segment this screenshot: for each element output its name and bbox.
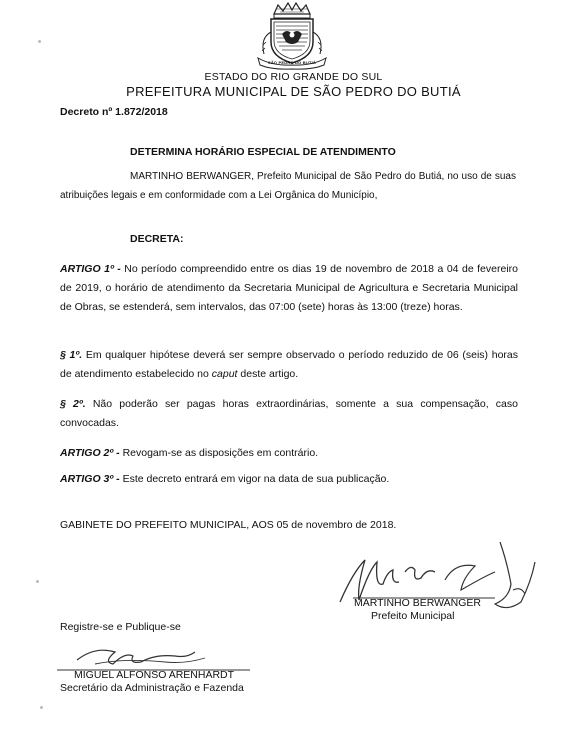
secretary-role: Secretário da Administração e Fazenda xyxy=(60,682,244,694)
scan-speck xyxy=(40,706,43,709)
article-1 xyxy=(60,260,518,317)
article-3-text: Este decreto entrará em vigor na data de sua publicação. xyxy=(119,473,390,485)
decree-intro: MARTINHO BERWANGER, Prefeito Municipal de São Pedro do Butiá, no uso de suas atribuições legais e em conformidade com a Lei Orgânica do Município, xyxy=(60,171,516,201)
paragraph-2 xyxy=(60,395,518,433)
scan-speck xyxy=(38,40,41,43)
mayor-name: MARTINHO BERWANGER xyxy=(354,597,481,609)
article-2-label: ARTIGO 2º - xyxy=(60,447,120,459)
article-2 xyxy=(60,444,518,463)
gabinete-line: GABINETE DO PREFEITO MUNICIPAL, AOS 05 de novembro de 2018. xyxy=(60,519,397,531)
article-3 xyxy=(60,470,518,489)
caput-word: caput xyxy=(211,368,238,380)
paragraph-2-label: § 2º. xyxy=(60,398,86,410)
scan-speck xyxy=(36,580,39,583)
secretary-name: MIGUEL ALFONSO ARENHARDT xyxy=(74,669,235,681)
paragraph-1-label: § 1º. xyxy=(60,349,83,361)
state-name: ESTADO DO RIO GRANDE DO SUL xyxy=(204,71,383,83)
crest-banner-text: SÃO PEDRO DO BUTIÁ xyxy=(267,60,317,65)
article-3-label: ARTIGO 3º - xyxy=(60,473,120,485)
register-note: Registre-se e Publique-se xyxy=(60,621,181,633)
article-1-text: No período compreendido entre os dias 19 de novembro de 2018 a 04 de fevereiro de 2019, o horário de atendimento da Secretaria Municipal de Agricultura e Secretaria Municipal de Obras, se estenderá, sem intervalos, das 07:00 (sete) horas às 13:00 (treze) horas. xyxy=(60,263,518,313)
decree-title: DETERMINA HORÁRIO ESPECIAL DE ATENDIMENTO xyxy=(130,146,396,158)
article-2-text: Revogam-se as disposições em contrário. xyxy=(119,447,319,459)
paragraph-1-text-a: Em qualquer hipótese deverá ser sempre observado o período reduzido de 06 (seis) horas de atendimento estabelecido no xyxy=(60,349,518,380)
decree-number: Decreto nº 1.872/2018 xyxy=(60,106,168,118)
paragraph-1 xyxy=(60,346,518,384)
decreta-heading: DECRETA: xyxy=(130,233,184,245)
paragraph-2-text: Não poderão ser pagas horas extraordinárias, somente a sua compensação, caso convocadas. xyxy=(60,398,518,429)
article-1-label: ARTIGO 1º - xyxy=(60,263,121,275)
mayor-role: Prefeito Municipal xyxy=(371,610,455,622)
paragraph-1-text-b: deste artigo. xyxy=(237,368,299,380)
prefecture-name: PREFEITURA MUNICIPAL DE SÃO PEDRO DO BUTIÁ xyxy=(126,84,461,99)
